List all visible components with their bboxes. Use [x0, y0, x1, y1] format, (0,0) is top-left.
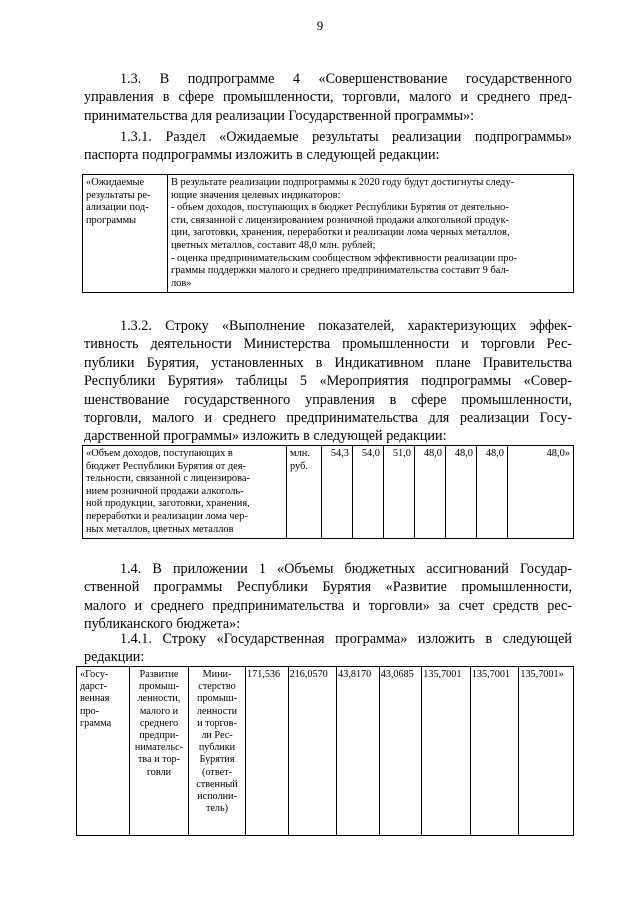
- paragraph-1-3-1: [84, 128, 572, 165]
- value-cell: 51,0: [384, 446, 415, 539]
- text-line: шенствование государственного управления в сфере промышленности,: [84, 391, 572, 408]
- text-line: 1.3.2. Строку «Выполнение показателей, характеризующих эффек-: [120, 318, 572, 334]
- program-name-cell: Развитие промыш- ленности, малого и среднего предпри- нимательс- тва и тор- говли: [130, 667, 189, 836]
- value-cell: 135,7001: [422, 667, 471, 836]
- text-line: 1.4. В приложении 1 «Объемы бюджетных ассигнований Государ-: [120, 561, 572, 577]
- value-cell: 135,7001»: [519, 667, 574, 836]
- text-line: принимательства для реализации Государственной программы»:: [84, 107, 475, 124]
- value-cell: 48,0: [446, 446, 477, 539]
- text-line: торговли, малого и среднего предпринимательства для реализации Госу-: [84, 410, 572, 427]
- value-cell: 54,3: [322, 446, 353, 539]
- text-line: 1.4.1. Строку «Государственная программа» изложить в следующей: [120, 631, 572, 647]
- text-line: Республики Бурятия» таблицы 5 «Мероприятия подпрограммы «Совер-: [84, 373, 572, 390]
- budget-table: [76, 666, 574, 836]
- table-text-cell: В результате реализации подпрограммы к 2020 году будут достигнуты следу- ющие значения целевых индикаторов: - объем доходов, поступающих в бюджет Республики Бурятия от деятельно- сти, связанной с лицензированием розничной продажи алкогольной продук- ции, заготовки, хранения, переработки и реализации лома черных металлов, цветных металлов, составит 48,0 млн. рублей; - оценка предпринимательским сообществом эффективности реализации про- граммы поддержки малого и среднего предпринимательства составит 9 бал- лов»: [168, 175, 574, 293]
- value-cell: 135,7001: [470, 667, 519, 836]
- text-line: паспорта подпрограммы изложить в следующей редакции:: [84, 147, 440, 164]
- value-cell: 48,0: [477, 446, 508, 539]
- value-cell: 171,536: [246, 667, 289, 836]
- table-label-cell: «Объем доходов, поступающих в бюджет Республики Бурятия от дея- тельности, связанной с лицензирова- нием розничной продажи алкоголь- ной продукции, заготовки, хранения, переработки и реализации лома чер- ных металлов, цветных металлов: [83, 446, 287, 539]
- paragraph-1-4: [84, 560, 572, 634]
- text-line: 1.3.1. Раздел «Ожидаемые результаты реализации подпрограммы»: [120, 129, 572, 145]
- value-cell: 48,0: [415, 446, 446, 539]
- executor-cell: Мини- стерство промыш- ленности и торгов- ли Рес- публики Бурятия (ответ- ственный исполни- тель): [189, 667, 246, 836]
- unit-cell: млн. руб.: [287, 446, 322, 539]
- value-cell: 48,0»: [508, 446, 574, 539]
- text-line: дарственной программы» изложить в следующей редакции:: [84, 428, 447, 445]
- text-line: ственной программы Республики Бурятия «Развитие промышленности,: [84, 579, 572, 596]
- text-line: управления в сфере промышленности, торговли, малого и среднего пред-: [84, 89, 572, 106]
- text-line: малого и среднего предпринимательства и торговли» за счет средств рес-: [84, 597, 572, 614]
- page-number: 9: [316, 18, 324, 33]
- text-line: 1.3. В подпрограмме 4 «Совершенствование государственного: [120, 71, 572, 87]
- value-cell: 43,0685: [379, 667, 422, 836]
- program-type-cell: «Госу- дарст- венная про- грамма: [77, 667, 130, 836]
- text-line: тивность деятельности Министерства промышленности и торговли Рес-: [84, 336, 572, 353]
- paragraph-1-3-2: [84, 317, 572, 446]
- expected-results-table: [82, 174, 574, 293]
- value-cell: 54,0: [353, 446, 384, 539]
- paragraph-1-3: [84, 70, 572, 125]
- paragraph-1-4-1: [84, 630, 572, 667]
- value-cell: 43,8170: [337, 667, 380, 836]
- text-line: публиканского бюджета»:: [84, 616, 241, 633]
- table-label-cell: «Ожидаемые результаты ре- ализации под- программы: [83, 175, 168, 293]
- text-line: публики Бурятия, установленных в Индикативном плане Правительства: [84, 354, 572, 371]
- text-line: редакции:: [84, 649, 145, 666]
- value-cell: 216,0570: [288, 667, 337, 836]
- indicator-table: [82, 445, 574, 539]
